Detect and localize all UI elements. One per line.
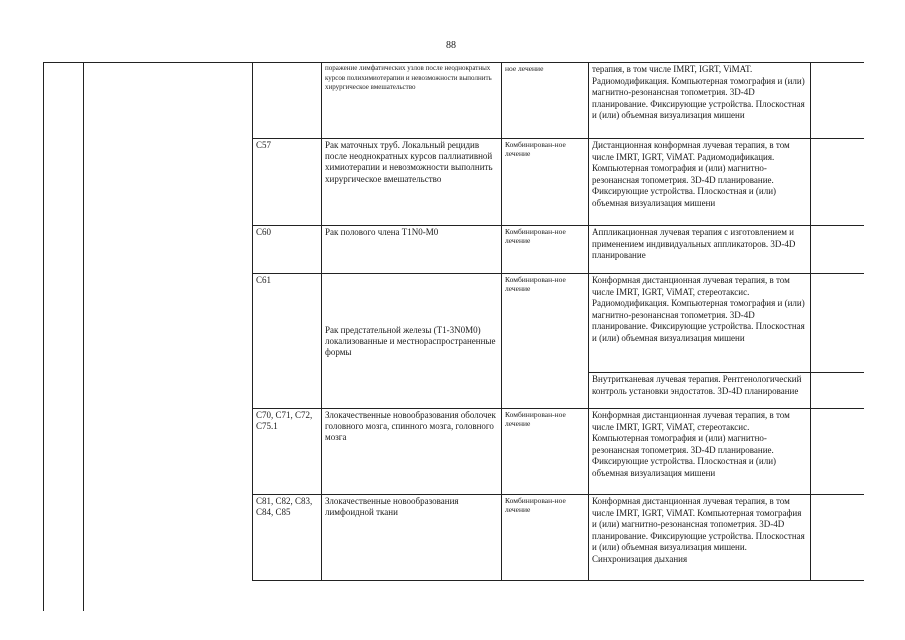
row-rule (804, 408, 864, 409)
row-rule (804, 494, 864, 495)
table-row (253, 226, 811, 274)
row-rule (804, 372, 864, 373)
method-cell: Комбинирован-ное лечение (502, 139, 589, 226)
table-row (253, 274, 811, 373)
row-rule (804, 225, 864, 226)
row-rule (804, 580, 864, 581)
diagnosis-cell: Злокачественные новообразования лимфоидной ткани (322, 495, 502, 581)
left-column-rule (83, 62, 84, 611)
page-number: 88 (446, 40, 456, 51)
treatment-table (252, 62, 811, 581)
icd-code-cell: C61 (253, 274, 322, 409)
left-border-rule (43, 62, 44, 611)
treatment-cell: Дистанционная конформная лучевая терапия, в том числе IMRT, IGRT, ViMAT. Радиомодификация. Компьютерная томография и (или) магнитно-резонансная топометрия. 3D-4D планирование. Фиксирующие устройства. Плоскостная и (или) объемная визуализация мишени (589, 139, 811, 226)
treatment-cell-secondary: Внутритканевая лучевая терапия. Рентгенологический контроль установки эндостатов. 3D-4D планирование (589, 373, 811, 409)
diagnosis-cell: Злокачественные новообразования оболочек головного мозга, спинного мозга, головного мозга (322, 409, 502, 495)
right-empty-column (804, 62, 864, 611)
diagnosis-cell: Рак полового члена T1N0-M0 (322, 226, 502, 274)
method-cell: Комбинирован-ное лечение (502, 226, 589, 274)
icd-code-cell: C60 (253, 226, 322, 274)
icd-code-cell (253, 63, 322, 139)
icd-code-cell: C70, C71, C72, C75.1 (253, 409, 322, 495)
diagnosis-cell: поражение лимфатических узлов после неоднократных курсов полихимиотерапии и невозможности выполнить хирургическое вмешательство (322, 63, 502, 139)
diagnosis-cell: Рак маточных труб. Локальный рецидив после неоднократных курсов паллиативной химиотерапии и невозможности выполнить хирургическое вмешательство (322, 139, 502, 226)
icd-code-cell: C57 (253, 139, 322, 226)
treatment-cell: Аппликационная лучевая терапия с изготовлением и применением индивидуальных аппликаторов. 3D-4D планирование (589, 226, 811, 274)
row-rule (804, 62, 864, 63)
diagnosis-text: Рак предстательной железы (T1-3N0M0) локализованные и местнораспространенные формы (325, 324, 496, 358)
treatment-cell: Конформная дистанционная лучевая терапия, в том числе IMRT, IGRT, ViMAT. Компьютерная томография и (или) магнитно-резонансная топометрия. 3D-4D планирование. Фиксирующие устройства. Плоскостная и (или) объемная визуализация мишени. Синхронизация дыхания (589, 495, 811, 581)
method-cell: Комбинирован-ное лечение (502, 274, 589, 409)
treatment-cell: Конформная дистанционная лучевая терапия, в том числе IMRT, IGRT, ViMAT, стереотаксис. Компьютерная томография и (или) магнитно-резонансная топометрия. 3D-4D планирование. Фиксирующие устройства. Плоскостная и (или) объемная визуализация мишени (589, 409, 811, 495)
table-row (253, 495, 811, 581)
table-row (253, 63, 811, 139)
icd-code-cell: C81, C82, C83, C84, C85 (253, 495, 322, 581)
table-top-rule (43, 62, 253, 63)
method-cell: Комбинирован-ное лечение (502, 495, 589, 581)
diagnosis-cell (322, 274, 502, 409)
table-row (253, 139, 811, 226)
row-rule (804, 273, 864, 274)
method-cell: ное лечение (502, 63, 589, 139)
treatment-cell: терапия, в том числе IMRT, IGRT, ViMAT. Радиомодификация. Компьютерная томография и (или) магнитно-резонансная топометрия. 3D-4D планирование. Фиксирующие устройства. Плоскостная и (или) объемная визуализация мишени (589, 63, 811, 139)
method-cell: Комбинирован-ное лечение (502, 409, 589, 495)
row-rule (804, 138, 864, 139)
table-row (253, 409, 811, 495)
treatment-cell: Конформная дистанционная лучевая терапия, в том числе IMRT, IGRT, ViMAT, стереотаксис. Радиомодификация. Компьютерная томография и (или) магнитно-резонансная топометрия. 3D-4D планирование. Фиксирующие устройства. Плоскостная и (или) объемная визуализация мишени (589, 274, 811, 373)
